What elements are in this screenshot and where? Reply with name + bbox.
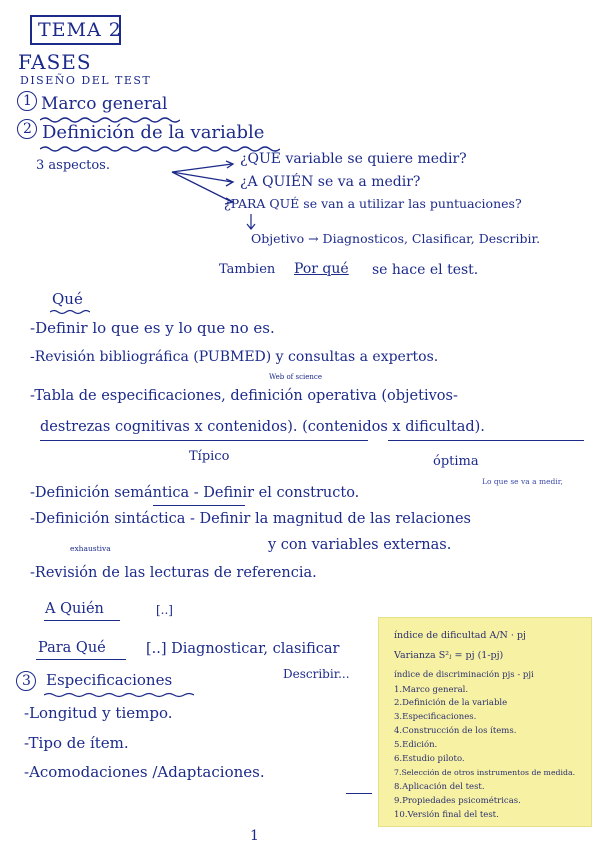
- item2-number: 2: [23, 121, 32, 137]
- item1-number: 1: [23, 93, 32, 109]
- que-item-4: destrezas cognitivas x contenidos). (contenidos x dificultad).: [40, 419, 485, 435]
- sticky-list-item: 1.Marco general.: [394, 685, 469, 695]
- a-quien-heading: A Quién: [45, 601, 104, 617]
- definicion-sintactica: -Definición sintáctica - Definir la magnitud de las relaciones: [30, 511, 471, 527]
- sticky-line-dificultad: índice de dificultad A/N · pj: [394, 630, 526, 641]
- sticky-list-item: 4.Construcción de los ítems.: [394, 726, 517, 736]
- sticky-list-item: 3.Especificaciones.: [394, 712, 477, 722]
- underline-tipico: [40, 440, 368, 441]
- sticky-line-discriminacion: índice de discriminación pjs - pji: [394, 670, 534, 680]
- para-que-heading: Para Qué: [38, 640, 106, 656]
- que-item-2: -Revisión bibliográfica (PUBMED) y consultas a expertos.: [30, 349, 439, 365]
- underline-semantica: [153, 505, 245, 506]
- definicion-sintactica-2: y con variables externas.: [268, 537, 452, 553]
- page-title: TEMA 2: [38, 19, 122, 41]
- revision-lecturas: -Revisión de las lecturas de referencia.: [30, 565, 317, 581]
- para-que-rest: [..] Diagnosticar, clasificar: [146, 641, 340, 657]
- que-heading: Qué: [52, 290, 83, 308]
- pointer-line: [346, 793, 372, 794]
- optimo-label: óptima: [433, 454, 479, 469]
- porque-word: Por qué: [294, 261, 349, 277]
- sticky-list-item: 7.Selección de otros instrumentos de medida.: [394, 768, 576, 777]
- subheading: DISEÑO DEL TEST: [20, 74, 152, 87]
- aspectos-label: 3 aspectos.: [36, 158, 110, 173]
- sticky-line-varianza: Varianza S²ⱼ = pj (1-pj): [394, 650, 504, 661]
- underline-para-que: [36, 659, 126, 660]
- describir-word: Describir...: [283, 667, 350, 681]
- section-heading: FASES: [18, 50, 92, 74]
- underline-que: [50, 309, 90, 315]
- item1-label: Marco general: [41, 94, 168, 114]
- objetivo-line: Objetivo → Diagnosticos, Clasificar, Describir.: [251, 231, 541, 246]
- spec-item-1: -Longitud y tiempo.: [24, 704, 173, 722]
- tambien-rest: se hace el test.: [372, 262, 479, 278]
- sticky-note: [378, 617, 592, 827]
- sticky-list-item: 6.Estudio piloto.: [394, 754, 465, 764]
- sticky-list-item: 5.Edición.: [394, 740, 438, 750]
- definicion-semantica: -Definición semántica - Definir el constructo.: [30, 485, 360, 501]
- underline-especificaciones: [44, 692, 194, 699]
- question-a-quien: ¿A QUIÉN se va a medir?: [240, 174, 421, 190]
- tipico-label: Típico: [189, 449, 230, 464]
- sticky-list-item: 9.Propiedades psicométricas.: [394, 796, 521, 806]
- spec-item-2: -Tipo de ítem.: [24, 734, 129, 752]
- a-quien-dots: [..]: [156, 603, 173, 617]
- exhaustiva-note: exhaustiva: [70, 544, 111, 553]
- question-para-que: ¿PARA QUÉ se van a utilizar las puntuaciones?: [224, 196, 522, 211]
- lo-que-se-va-note: Lo que se va a medir,: [482, 477, 563, 486]
- underline-optimo: [388, 440, 584, 441]
- que-item-1: -Definir lo que es y lo que no es.: [30, 319, 275, 337]
- page-number: 1: [250, 828, 259, 844]
- sticky-list-item: 2.Definición de la variable: [394, 698, 508, 708]
- que-item-3: -Tabla de especificaciones, definición operativa (objetivos-: [30, 388, 458, 404]
- tambien-word: Tambien: [219, 262, 276, 277]
- item2-label: Definición de la variable: [42, 122, 265, 143]
- item3-label: Especificaciones: [46, 671, 173, 689]
- sticky-list-item: 10.Versión final del test.: [394, 810, 499, 820]
- spec-item-3: -Acomodaciones /Adaptaciones.: [24, 763, 265, 781]
- item3-number: 3: [22, 673, 31, 689]
- question-que: ¿QUÉ variable se quiere medir?: [240, 151, 467, 167]
- web-of-science-note: Web of science: [269, 373, 322, 381]
- underline-a-quien: [44, 620, 120, 621]
- sticky-list-item: 8.Aplicación del test.: [394, 782, 485, 792]
- down-arrow: [246, 214, 256, 232]
